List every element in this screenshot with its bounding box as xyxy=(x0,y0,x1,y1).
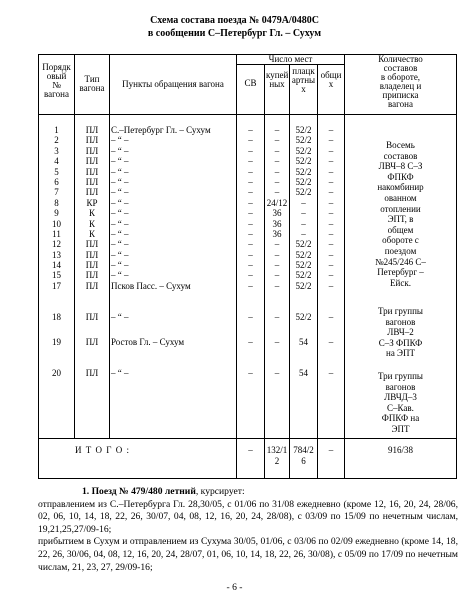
platskart-seats: 52/2 xyxy=(295,187,312,198)
kupe-column xyxy=(265,115,290,439)
total-label: И Т О Г О : xyxy=(39,439,237,479)
page-number: - 6 - xyxy=(226,582,243,593)
car-type: ПЛ xyxy=(85,125,99,135)
car-type: ПЛ xyxy=(85,239,99,250)
header-sv: СВ xyxy=(237,65,265,115)
platskart-column xyxy=(290,115,318,439)
sets-quantity-column xyxy=(345,115,457,439)
car-number: 15 xyxy=(52,270,61,281)
paragraph-departure: отправлением из С.–Петербурга Гл. 28,30/05, с 01/06 по 31/08 ежедневно (кроме 12, 16, 20, 24, 28/06, 02, 06, 10, 14, 18, 22, 26, 30/07, 04, 08, 12, 16, 20, 24, 28/08), с 03/09 по 15/09 по нечетным числам, 19,21,25,27/09-16; xyxy=(38,498,458,535)
route: – “ – xyxy=(111,135,129,146)
platskart-seats: 52/2 xyxy=(295,239,312,250)
sv-seats: – xyxy=(248,166,253,177)
car-type: ПЛ xyxy=(85,135,99,146)
kupe-seats: – xyxy=(274,166,280,177)
platskart-seats: 52/2 xyxy=(295,280,312,291)
sv-seats: – xyxy=(248,145,253,156)
paragraph-1-heading: 1. Поезд № 479/480 летний xyxy=(82,486,196,497)
common-seats: – xyxy=(328,218,334,229)
sv-seats: – xyxy=(248,228,253,239)
header-car-type: Тип вагона xyxy=(75,55,110,115)
common-seats: – xyxy=(328,239,334,250)
platskart-seats: 52/2 xyxy=(295,312,312,323)
kupe-seats: 24/12 xyxy=(266,197,288,208)
route: – “ – xyxy=(111,228,129,239)
car-type: ПЛ xyxy=(85,270,99,281)
paragraph-1-tail: , курсирует: xyxy=(195,486,245,497)
platskart-seats: 52/2 xyxy=(295,270,312,281)
common-seats: – xyxy=(328,368,334,379)
car-number: 10 xyxy=(52,218,61,229)
table-body-row xyxy=(39,115,457,439)
common-column xyxy=(318,115,345,439)
route: – “ – xyxy=(111,208,129,219)
total-common: – xyxy=(318,439,345,479)
header-common: общи х xyxy=(318,65,345,115)
car-number: 9 xyxy=(54,208,59,219)
note-set-3: Три группы вагонов ЛВЧД–3 С–Кав. ФПКФ на ЭПТ xyxy=(378,371,423,434)
header-order-number: Порядк овый № вагона xyxy=(39,55,75,115)
car-type: ПЛ xyxy=(85,249,99,260)
car-number: 11 xyxy=(52,228,61,239)
car-type: КР xyxy=(86,197,98,208)
total-sets: 916/38 xyxy=(345,439,457,479)
car-type: ПЛ xyxy=(85,280,99,291)
total-kupe: 132/1 2 xyxy=(265,439,290,479)
platskart-seats: 52/2 xyxy=(295,125,312,135)
sv-seats: – xyxy=(248,336,253,347)
header-kupe: купей ных xyxy=(265,65,290,115)
document-title-line-2: в сообщении С–Петербург Гл. – Сухум xyxy=(147,28,322,39)
kupe-seats: – xyxy=(274,336,280,347)
common-seats: – xyxy=(328,176,334,187)
car-type: ПЛ xyxy=(85,145,99,156)
kupe-seats: – xyxy=(274,187,280,198)
sv-seats: – xyxy=(248,249,253,260)
kupe-seats: – xyxy=(274,280,280,291)
car-number: 17 xyxy=(52,280,61,291)
schedule-notes xyxy=(38,486,458,574)
sv-seats: – xyxy=(248,187,253,198)
platskart-seats: 54 xyxy=(299,336,308,347)
car-type: ПЛ xyxy=(85,336,99,347)
common-seats: – xyxy=(328,135,334,146)
kupe-seats: 36 xyxy=(272,218,282,229)
route: – “ – xyxy=(111,156,129,167)
header-sets-quantity: Количество составов в обороте, владелец и приписка вагона xyxy=(345,55,457,115)
kupe-seats: – xyxy=(274,260,280,271)
route: – “ – xyxy=(111,176,129,187)
route: – “ – xyxy=(111,187,129,198)
route: Ростов Гл. – Сухум xyxy=(111,336,185,347)
common-seats: – xyxy=(328,280,334,291)
car-type: ПЛ xyxy=(85,176,99,187)
kupe-seats: – xyxy=(274,368,280,379)
platskart-seats: 52/2 xyxy=(295,176,312,187)
car-type: К xyxy=(88,218,95,229)
car-type: ПЛ xyxy=(85,368,99,379)
common-seats: – xyxy=(328,228,334,239)
car-type: ПЛ xyxy=(85,156,99,167)
car-type: ПЛ xyxy=(85,312,99,323)
sv-column xyxy=(237,115,265,439)
route: – “ – xyxy=(111,166,129,177)
common-seats: – xyxy=(328,187,334,198)
route: – “ – xyxy=(111,218,129,229)
header-platskart: плацк артны х xyxy=(290,65,318,115)
car-type: К xyxy=(88,228,95,239)
common-seats: – xyxy=(328,208,334,219)
common-seats: – xyxy=(328,260,334,271)
platskart-seats: 52/2 xyxy=(295,249,312,260)
common-seats: – xyxy=(328,125,334,135)
note-set-2: Три группы вагонов ЛВЧ–2 С–З ФПКФ на ЭПТ xyxy=(378,306,423,359)
kupe-seats: – xyxy=(274,125,280,135)
route: – “ – xyxy=(111,270,129,281)
order-number-column xyxy=(39,115,75,439)
total-row xyxy=(39,439,457,479)
kupe-seats: 36 xyxy=(272,208,282,219)
car-number: 14 xyxy=(52,260,61,271)
kupe-seats: – xyxy=(274,135,280,146)
common-seats: – xyxy=(328,249,334,260)
kupe-seats: – xyxy=(274,156,280,167)
sv-seats: – xyxy=(248,135,253,146)
common-seats: – xyxy=(328,270,334,281)
car-number: 20 xyxy=(52,368,61,379)
car-number: 1 xyxy=(54,125,59,135)
car-number: 7 xyxy=(54,187,59,198)
platskart-seats: – xyxy=(301,197,306,208)
car-number: 19 xyxy=(52,336,61,347)
car-number: 5 xyxy=(54,166,59,177)
kupe-seats: 36 xyxy=(272,228,282,239)
route: – “ – xyxy=(111,145,129,156)
header-route-points: Пункты обращения вагона xyxy=(110,55,237,115)
platskart-seats: 52/2 xyxy=(295,135,312,146)
common-seats: – xyxy=(328,166,334,177)
route-column xyxy=(110,115,237,439)
route: – “ – xyxy=(111,312,129,323)
header-seat-count: Число мест xyxy=(237,55,345,65)
kupe-seats: – xyxy=(274,145,280,156)
sv-seats: – xyxy=(248,176,253,187)
sv-seats: – xyxy=(248,280,253,291)
car-type: ПЛ xyxy=(85,187,99,198)
platskart-seats: 52/2 xyxy=(295,260,312,271)
common-seats: – xyxy=(328,145,334,156)
route: – “ – xyxy=(111,197,129,208)
sv-seats: – xyxy=(248,125,253,135)
car-number: 3 xyxy=(54,145,59,156)
car-number: 4 xyxy=(54,156,59,167)
sv-seats: – xyxy=(248,197,253,208)
total-platskart: 784/2 6 xyxy=(290,439,318,479)
kupe-seats: – xyxy=(274,270,280,281)
car-type: ПЛ xyxy=(85,166,99,177)
sv-seats: – xyxy=(248,260,253,271)
car-type: ПЛ xyxy=(85,260,99,271)
route: Псков Пасс. – Сухум xyxy=(111,280,191,291)
route: – “ – xyxy=(111,239,129,250)
car-type: К xyxy=(88,208,95,219)
platskart-seats: 52/2 xyxy=(295,145,312,156)
platskart-seats: 52/2 xyxy=(295,156,312,167)
paragraph-1 xyxy=(38,486,458,499)
common-seats: – xyxy=(328,156,334,167)
route: С.–Петербург Гл. – Сухум xyxy=(111,125,211,135)
platskart-seats: 52/2 xyxy=(295,166,312,177)
platskart-seats: 54 xyxy=(299,368,308,379)
kupe-seats: – xyxy=(274,239,280,250)
sv-seats: – xyxy=(248,156,253,167)
document-title-line-1: Схема состава поезда № 0479А/0480С xyxy=(150,15,319,26)
kupe-seats: – xyxy=(274,176,280,187)
kupe-seats: – xyxy=(274,249,280,260)
sv-seats: – xyxy=(248,368,253,379)
car-type-column xyxy=(75,115,110,439)
car-number: 6 xyxy=(54,176,59,187)
total-sv: – xyxy=(237,439,265,479)
car-number: 12 xyxy=(52,239,61,250)
platskart-seats: – xyxy=(301,228,306,239)
sv-seats: – xyxy=(248,218,253,229)
platskart-seats: – xyxy=(301,208,306,219)
sv-seats: – xyxy=(248,239,253,250)
common-seats: – xyxy=(328,312,334,323)
common-seats: – xyxy=(328,197,334,208)
route: – “ – xyxy=(111,260,129,271)
platskart-seats: – xyxy=(301,218,306,229)
sv-seats: – xyxy=(248,208,253,219)
car-number: 18 xyxy=(52,312,61,323)
sv-seats: – xyxy=(248,270,253,281)
paragraph-arrival: прибытием в Сухум и отправлением из Сухума 30/05, 01/06, с 03/06 по 02/09 ежедневно (кроме 14, 18, 22, 26, 30/06, 04, 08, 12, 16, 20, 24, 28/07, 01, 06, 10, 14, 18, 22, 26, 30/08), с 05/09 по 17/09 по нечетным числам, 21, 23, 27, 29/09-16; xyxy=(38,536,458,573)
common-seats: – xyxy=(328,336,334,347)
note-set-1: Восемь составов ЛВЧ–8 С–З ФПКФ накомбинир ованном отоплении ЭПТ, в общем обороте с поездом №245/246 С– Петербург – Ейск. xyxy=(375,140,426,288)
route: – “ – xyxy=(111,249,129,260)
car-number: 13 xyxy=(52,249,61,260)
kupe-seats: – xyxy=(274,312,280,323)
car-number: 2 xyxy=(54,135,59,146)
route: – “ – xyxy=(111,368,129,379)
sv-seats: – xyxy=(248,312,253,323)
car-number: 8 xyxy=(54,197,59,208)
train-composition-table xyxy=(38,54,457,479)
